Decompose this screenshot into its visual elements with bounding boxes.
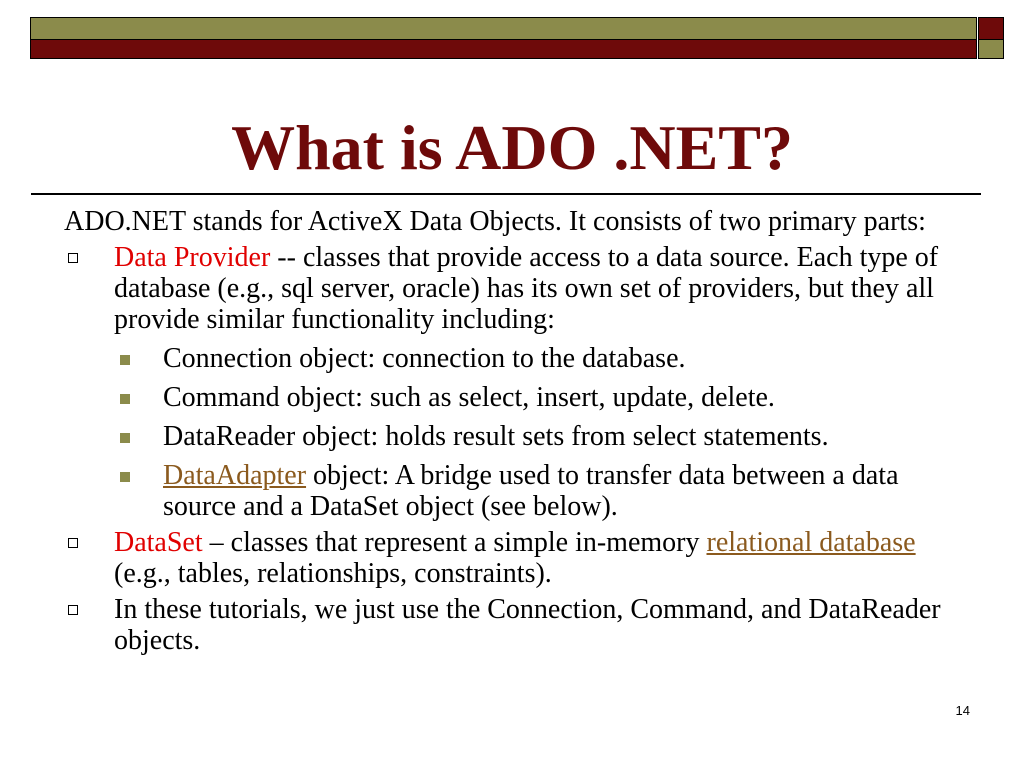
term-data-provider: Data Provider [114, 242, 271, 273]
title-divider [31, 193, 981, 195]
hollow-square-bullet-icon [68, 253, 78, 263]
header-bar-maroon [30, 39, 977, 59]
intro-paragraph: ADO.NET stands for ActiveX Data Objects. It consists of two primary parts: [64, 206, 926, 237]
sub-item-dataadapter [64, 460, 964, 522]
list-item-tutorials [64, 594, 964, 656]
solid-square-bullet-icon [120, 472, 130, 482]
solid-square-bullet-icon [120, 433, 130, 443]
sub-item-connection [64, 343, 964, 374]
hollow-square-bullet-icon [68, 538, 78, 548]
hollow-square-bullet-icon [68, 605, 78, 615]
solid-square-bullet-icon [120, 355, 130, 365]
relational-database-link[interactable]: relational database [706, 527, 916, 558]
dataadapter-link[interactable]: DataAdapter [163, 460, 307, 491]
solid-square-bullet-icon [120, 394, 130, 404]
dataadapter-description: object: A bridge used to transfer data between a data source and a DataSet object (see below). [163, 460, 899, 522]
sub-item-command [64, 382, 964, 413]
sub-item-text: DataReader object: holds result sets from select statements. [163, 421, 829, 452]
list-item-dataset [64, 527, 964, 589]
data-provider-description: -- classes that provide access to a data source. Each type of database (e.g., sql server, oracle) has its own set of providers, but they all provide similar functionality including: [114, 242, 939, 335]
dataset-description-start: – classes that represent a simple in-memory [202, 527, 707, 558]
list-item-data-provider [64, 242, 964, 335]
slide-body [64, 206, 964, 656]
header-square-olive [978, 39, 1004, 59]
sub-item-text: Connection object: connection to the database. [163, 343, 686, 374]
sub-item-text: Command object: such as select, insert, update, delete. [163, 382, 775, 413]
slide-title: What is ADO .NET? [231, 112, 793, 183]
sub-item-datareader [64, 421, 964, 452]
tutorials-text: In these tutorials, we just use the Connection, Command, and DataReader objects. [114, 594, 941, 656]
page-number: 14 [955, 703, 970, 718]
dataset-description-end: (e.g., tables, relationships, constraints). [114, 558, 552, 589]
term-dataset: DataSet [114, 527, 203, 558]
header-square-maroon [978, 17, 1004, 40]
header-bar-olive [30, 17, 977, 40]
